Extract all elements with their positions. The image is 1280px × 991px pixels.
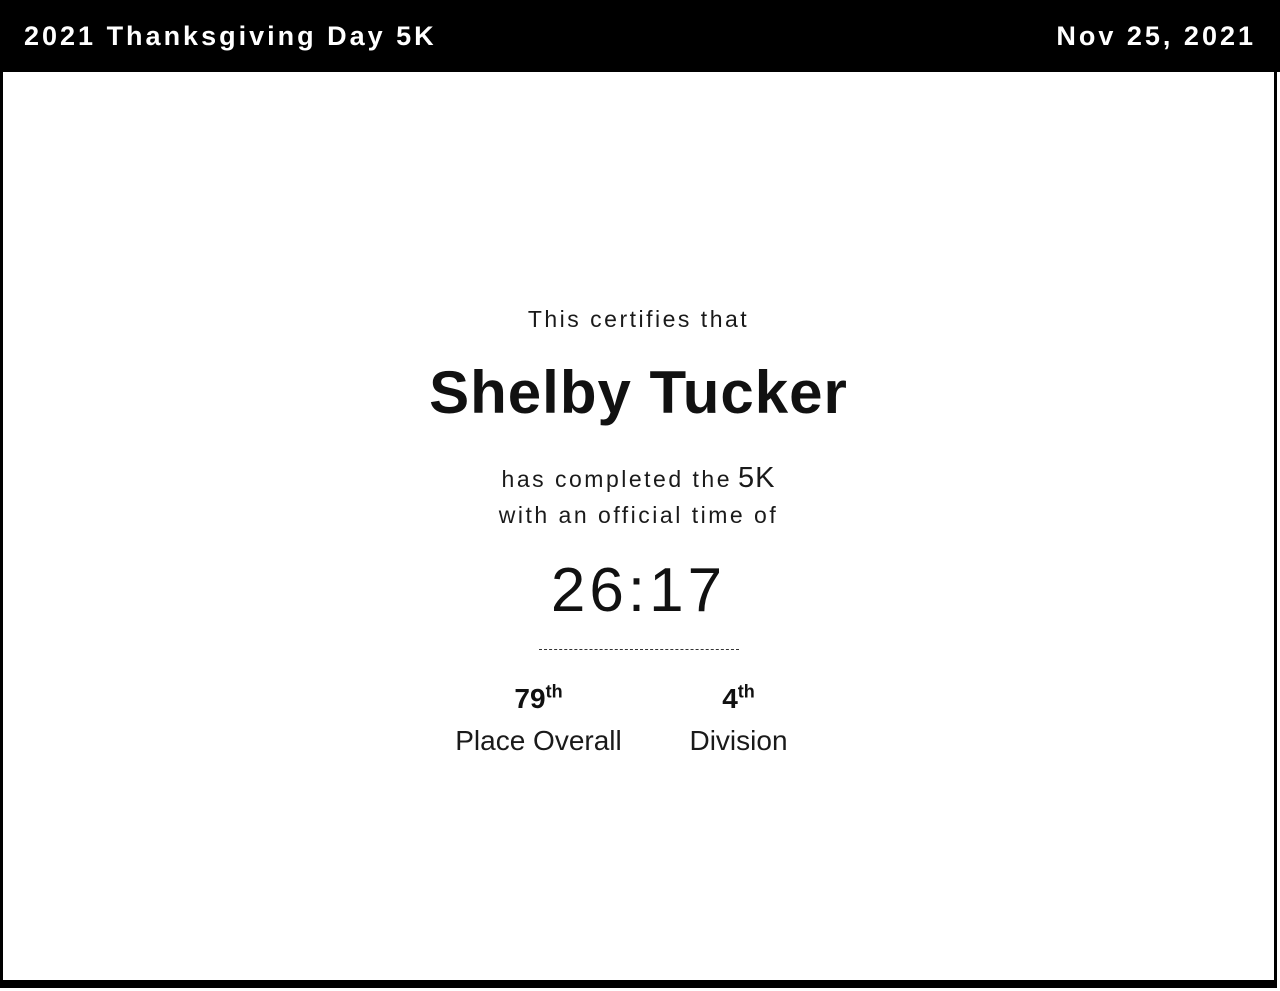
completion-prefix: has completed the <box>501 466 732 492</box>
division-group <box>654 682 824 761</box>
division-label: Division <box>689 725 788 756</box>
event-title: 2021 Thanksgiving Day 5K <box>24 20 437 51</box>
race-distance: 5K <box>737 462 776 494</box>
event-date: Nov 25, 2021 <box>1056 20 1256 51</box>
header-bar <box>0 0 1280 72</box>
place-overall-group <box>454 682 624 761</box>
finish-time: 26:17 <box>550 556 727 625</box>
completion-line <box>499 460 778 497</box>
division-value: 4 <box>722 683 738 714</box>
certificate-body <box>0 72 1277 988</box>
place-overall-suffix: th <box>545 681 563 702</box>
time-label: with an official time of <box>498 502 779 528</box>
division-suffix: th <box>737 681 755 702</box>
place-overall-number <box>514 682 562 716</box>
place-overall-value: 79 <box>514 683 546 714</box>
dashed-divider <box>539 649 739 650</box>
division-number <box>722 682 755 716</box>
places-row <box>454 682 824 761</box>
certifies-text: This certifies that <box>527 306 750 332</box>
place-overall-label: Place Overall <box>455 725 622 756</box>
completion-block <box>499 460 778 533</box>
runner-name: Shelby Tucker <box>429 359 848 426</box>
